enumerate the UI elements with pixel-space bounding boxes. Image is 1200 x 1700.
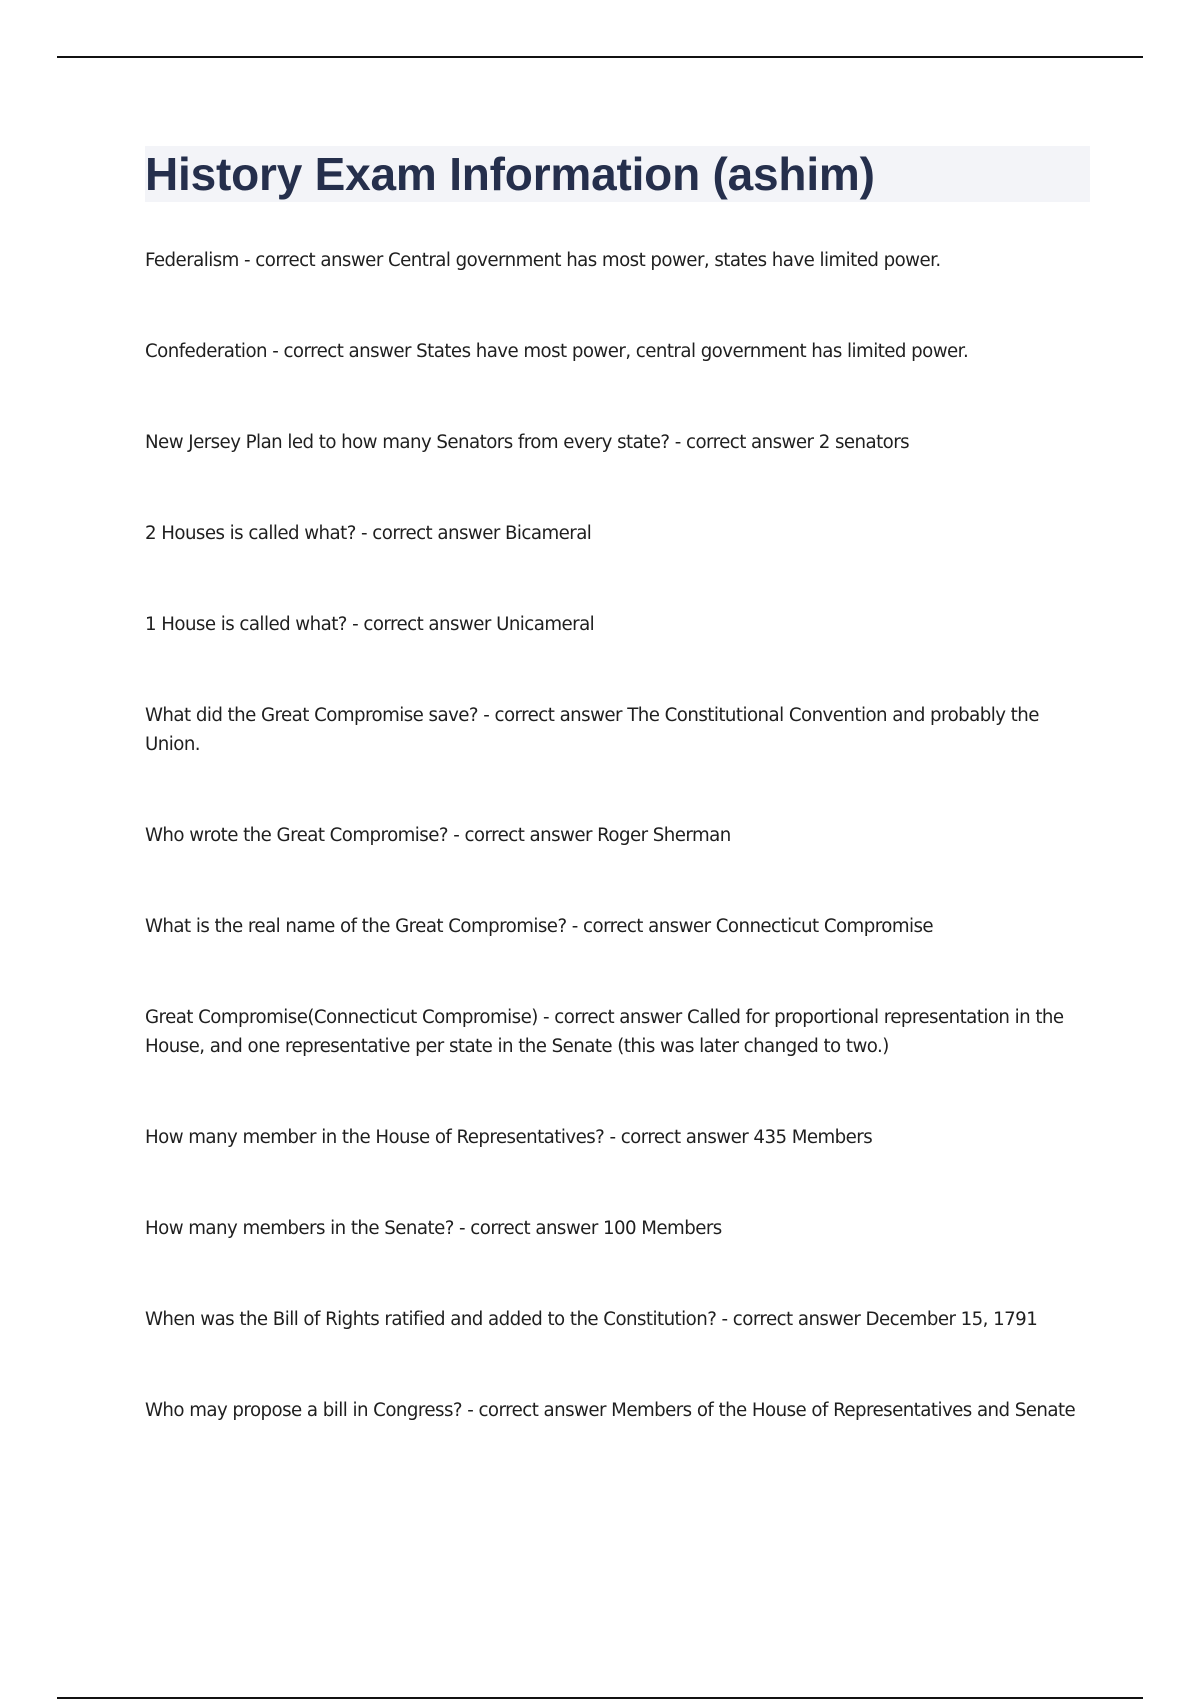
- qa-answer: December 15, 1791: [865, 1309, 1038, 1330]
- document-title: History Exam Information (ashim): [145, 148, 875, 200]
- qa-entry-propose-bill: [145, 1396, 1090, 1425]
- qa-answer: The Constitutional Convention and probably the Union.: [145, 705, 1039, 755]
- qa-answer: 435 Members: [753, 1127, 873, 1148]
- qa-entry-federalism: [145, 246, 1090, 275]
- qa-question: How many member in the House of Representatives?: [145, 1127, 605, 1148]
- qa-entry-great-compromise-name: [145, 912, 1090, 941]
- qa-question: Federalism: [145, 250, 239, 271]
- qa-answer: Unicameral: [496, 614, 595, 635]
- qa-separator: - correct answer: [669, 432, 819, 453]
- qa-question: When was the Bill of Rights ratified and added to the Constitution?: [145, 1309, 717, 1330]
- qa-separator: - correct answer: [462, 1400, 612, 1421]
- qa-question: Great Compromise(Connecticut Compromise): [145, 1007, 538, 1028]
- document-body: [145, 146, 1090, 1425]
- title-band: [145, 146, 1090, 202]
- qa-separator: - correct answer: [447, 825, 598, 846]
- qa-entry-great-compromise-author: [145, 821, 1090, 850]
- qa-separator: - correct answer: [355, 523, 505, 544]
- qa-entry-great-compromise-save: [145, 701, 1090, 759]
- qa-separator: - correct answer: [716, 1309, 866, 1330]
- qa-answer: States have most power, central government has limited power.: [416, 341, 969, 362]
- qa-separator: - correct answer: [238, 250, 388, 271]
- qa-entry-house-members: [145, 1123, 1090, 1152]
- qa-entry-senate-members: [145, 1214, 1090, 1243]
- qa-question: 2 Houses is called what?: [145, 523, 356, 544]
- qa-answer: Connecticut Compromise: [715, 916, 934, 937]
- qa-answer: Roger Sherman: [597, 825, 731, 846]
- qa-entry-bill-of-rights: [145, 1305, 1090, 1334]
- qa-separator: - correct answer: [453, 1218, 603, 1239]
- qa-question: What is the real name of the Great Compromise?: [145, 916, 567, 937]
- qa-answer: Bicameral: [505, 523, 592, 544]
- qa-entry-confederation: [145, 337, 1090, 366]
- qa-question: How many members in the Senate?: [145, 1218, 454, 1239]
- qa-entry-new-jersey-plan: [145, 428, 1090, 457]
- qa-question: 1 House is called what?: [145, 614, 347, 635]
- qa-question: What did the Great Compromise save?: [145, 705, 479, 726]
- qa-separator: - correct answer: [346, 614, 497, 635]
- qa-separator: - correct answer: [537, 1007, 687, 1028]
- qa-answer: Central government has most power, states have limited power.: [387, 250, 941, 271]
- qa-separator: - correct answer: [566, 916, 716, 937]
- qa-separator: - correct answer: [478, 705, 628, 726]
- qa-answer: Members of the House of Representatives and Senate: [611, 1400, 1076, 1421]
- qa-answer: 2 senators: [818, 432, 910, 453]
- qa-separator: - correct answer: [267, 341, 417, 362]
- bottom-rule: [57, 1697, 1143, 1699]
- qa-question: New Jersey Plan led to how many Senators from every state?: [145, 432, 670, 453]
- qa-answer: Called for proportional representation in the House, and one representative per state in the Senate (this was later changed to two.): [145, 1007, 1064, 1057]
- top-rule: [57, 56, 1143, 58]
- qa-question: Who may propose a bill in Congress?: [145, 1400, 462, 1421]
- qa-separator: - correct answer: [604, 1127, 754, 1148]
- qa-entry-great-compromise-definition: [145, 1003, 1090, 1061]
- qa-answer: 100 Members: [602, 1218, 722, 1239]
- qa-question: Confederation: [145, 341, 267, 362]
- qa-entry-unicameral: [145, 610, 1090, 639]
- qa-question: Who wrote the Great Compromise?: [145, 825, 448, 846]
- qa-list: [145, 246, 1090, 1425]
- qa-entry-bicameral: [145, 519, 1090, 548]
